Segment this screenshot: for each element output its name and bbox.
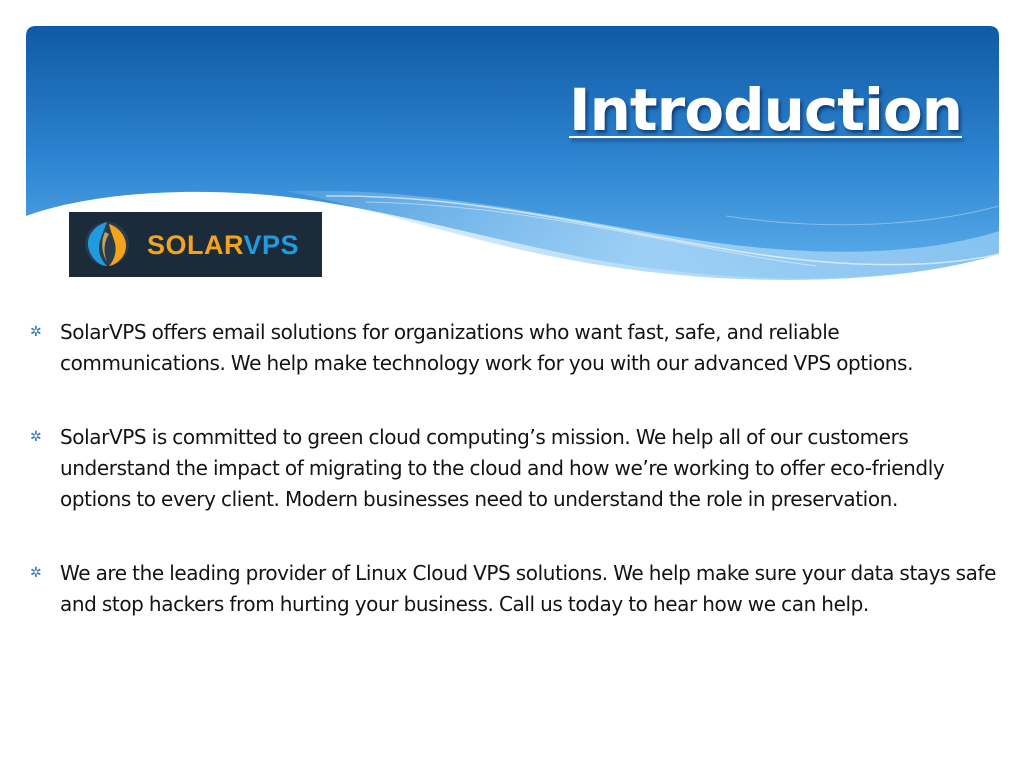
bullet-text: SolarVPS is committed to green cloud computing’s mission. We help all of our customers understand the impact of migrating to the cloud and how we’re working to offer eco-friendly options to every client. Modern businesses need to understand the role in preservation. (60, 425, 945, 511)
slide-title: Introduction (569, 76, 962, 144)
bullet-text: SolarVPS offers email solutions for organizations who want fast, safe, and reliable communications. We help make technology work for you with our advanced VPS options. (60, 320, 914, 375)
bullet-list (30, 317, 1005, 663)
bullet-item (30, 422, 1005, 515)
bullet-item (30, 317, 1005, 379)
asterisk-bullet-icon: ✲ (30, 429, 42, 445)
logo-word-solar: SOLAR (147, 230, 244, 260)
logo-wordmark (147, 228, 299, 262)
bullet-item (30, 558, 1005, 620)
solarvps-logo (69, 212, 322, 277)
asterisk-bullet-icon: ✲ (30, 324, 42, 340)
logo-word-vps: VPS (243, 230, 300, 260)
asterisk-bullet-icon: ✲ (30, 565, 42, 581)
bullet-text: We are the leading provider of Linux Cloud VPS solutions. We help make sure your data stays safe and stop hackers from hurting your business. Call us today to hear how we can help. (60, 561, 997, 616)
solarvps-flame-icon (85, 222, 129, 266)
